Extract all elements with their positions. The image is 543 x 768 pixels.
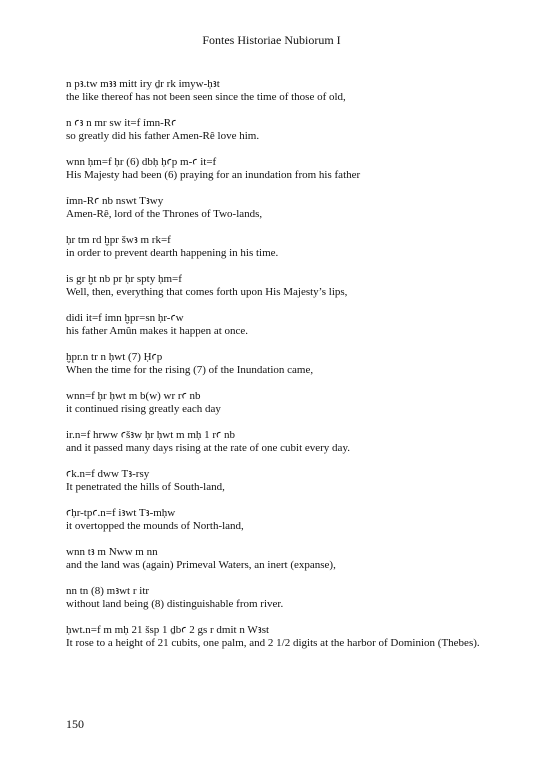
text-entry (66, 390, 486, 416)
text-entry (66, 546, 486, 572)
transliteration-line: wnn tꜣ m Nww m nn (66, 546, 158, 558)
running-header: Fontes Historiae Nubiorum I (202, 33, 341, 47)
translation-line: it continued rising greatly each day (66, 403, 221, 415)
transliteration-line: n ꜥꜣ n mr sw it=f ỉmn-Rꜥ (66, 117, 177, 129)
text-entry (66, 78, 486, 104)
transliteration-line: ḥr tm rd ḫpr šwꜣ m rk=f (66, 234, 171, 246)
transliteration-line: ỉmn-Rꜥ nb nswt Tꜣwy (66, 195, 164, 207)
translation-line: and the land was (again) Primeval Waters, an inert (expanse), (66, 559, 336, 571)
translation-line: it overtopped the mounds of North-land, (66, 520, 244, 532)
transliteration-line: didi it=f ỉmn ḫpr=sn ḥr-ꜥw (66, 312, 184, 324)
transliteration-line: ḫpr.n tr n ḥwt (7) Ḥꜥp (66, 351, 163, 363)
translation-line: and it passed many days rising at the rate of one cubit every day. (66, 442, 350, 454)
translation-line: his father Amûn makes it happen at once. (66, 325, 249, 337)
text-entry (66, 156, 486, 182)
translation-line: in order to prevent dearth happening in his time. (66, 247, 279, 259)
transliteration-line: ꜥḥr-tpꜥ.n=f iꜣwt Tꜣ-mḥw (66, 507, 176, 519)
translation-line: It penetrated the hills of South-land, (66, 481, 225, 493)
text-entry (66, 351, 486, 377)
text-entry (66, 312, 486, 338)
translation-line: His Majesty had been (6) praying for an inundation from his father (66, 169, 361, 181)
transliteration-line: is gr ḫt nb pr ḥr spty ḥm=f (66, 273, 182, 285)
transliteration-line: nn tn (8) mꜣwt r itr (66, 585, 150, 597)
transliteration-line: ꜥk.n=f dww Tꜣ-rsy (66, 468, 150, 480)
text-entry (66, 429, 486, 455)
translation-line: Well, then, everything that comes forth upon His Majesty’s lips, (66, 286, 348, 298)
page-number: 150 (66, 717, 84, 731)
text-entry (66, 468, 486, 494)
transliteration-line: wnn=f ḥr ḥwt m b(w) wr rꜥ nb (66, 390, 201, 402)
text-entry (66, 624, 486, 650)
translation-line: Amen-Rê, lord of the Thrones of Two-lands, (66, 208, 263, 220)
text-body (66, 78, 486, 663)
text-entry (66, 507, 486, 533)
transliteration-line: n pꜣ.tw mꜣꜣ mitt iry ḏr rk imyw-ḥꜣt (66, 78, 220, 90)
transliteration-line: wnn ḥm=f ḥr (6) dbḥ ḥꜥp m-ꜥ it=f (66, 156, 217, 168)
text-entry (66, 273, 486, 299)
text-entry (66, 234, 486, 260)
translation-line: so greatly did his father Amen-Rê love him. (66, 130, 260, 142)
transliteration-line: ir.n=f hrww ꜥšꜣw ḥr ḥwt m mḥ 1 rꜥ nb (66, 429, 235, 441)
translation-line: When the time for the rising (7) of the Inundation came, (66, 364, 314, 376)
transliteration-line: ḥwt.n=f m mḥ 21 šsp 1 ḏbꜥ 2 gs r dmit n Wꜣst (66, 624, 270, 636)
text-entry (66, 585, 486, 611)
translation-line: without land being (8) distinguishable from river. (66, 598, 284, 610)
translation-line: the like thereof has not been seen since the time of those of old, (66, 91, 346, 103)
translation-line: It rose to a height of 21 cubits, one palm, and 2 1/2 digits at the harbor of Dominion (Thebes). (66, 637, 480, 649)
text-entry (66, 195, 486, 221)
text-entry (66, 117, 486, 143)
